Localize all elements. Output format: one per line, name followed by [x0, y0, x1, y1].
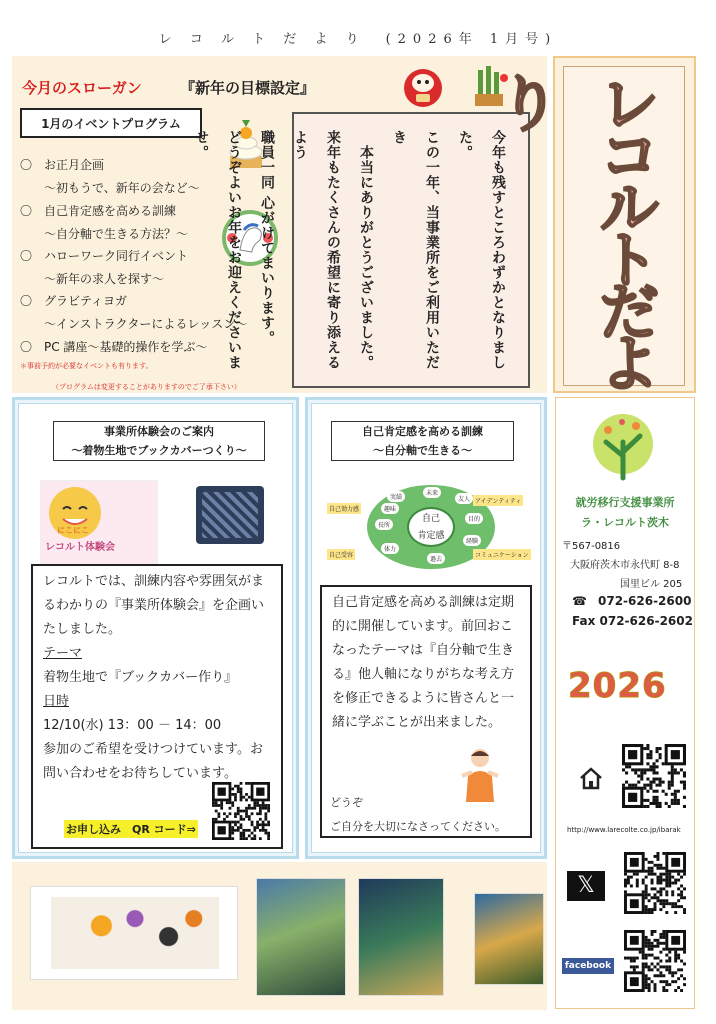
greeting-line: 本当にありがとうございました。 [358, 130, 374, 370]
date-label: 日時 [43, 694, 70, 709]
experience-title [53, 421, 265, 461]
collage-photo-2 [358, 878, 444, 996]
facebook-qr-code[interactable] [624, 930, 686, 992]
event-program-heading: 1月のイベントプログラム [20, 108, 202, 138]
newsletter-header: レ コ ル ト だ よ り (2026年 1月号) [158, 32, 558, 47]
self-esteem-closing2: ご自分を大切になさってください。 [330, 820, 506, 833]
greeting-line: どうぞよいお年をお迎えくださいませ。 [193, 130, 242, 370]
diagram-left-label: 自己効力感 [327, 503, 361, 514]
diagram-center: 自己 肯定感 [407, 507, 455, 547]
fax-number: Fax 072-626-2602 [572, 614, 693, 628]
event-item: 〇 ハローワーク同行イベント [20, 249, 189, 263]
greeting-line: 来年もたくさんの希望に寄り添えるよう [292, 130, 341, 370]
diagram-ring-item: 目的 [465, 513, 483, 524]
event-item: 〇 PC 講座～基礎的操作を学ぶ～ [20, 340, 208, 354]
collage-photo-3 [474, 893, 544, 985]
collage-photo-1 [256, 878, 346, 996]
facebook-logo-icon[interactable]: facebook [562, 958, 614, 974]
diagram-ring-item: 未来 [423, 487, 441, 498]
event-item: 〇 お正月企画 [20, 158, 105, 172]
greeting-message [184, 130, 514, 380]
apply-qr-label: お申し込み QR コード⇒ [64, 820, 198, 838]
relaxing-woman-illustration [458, 746, 502, 810]
event-item: ～自分軸で生きる方法？～ [20, 227, 189, 241]
diagram-ring-item: 体力 [381, 543, 399, 554]
apply-qr-code[interactable] [212, 782, 270, 840]
diagram-right-label: コミュニケーション [473, 549, 531, 560]
company-name: ラ・レコルト茨木 [581, 516, 669, 529]
diagram-ring-item: 長所 [375, 519, 393, 530]
halloween-craft-photo [30, 886, 238, 980]
address-line1: 大阪府茨木市永代町 8-8 [570, 560, 680, 571]
x-logo-icon[interactable]: 𝕏 [567, 871, 605, 901]
event-item: ～初もうで、新年の会など～ [20, 181, 200, 195]
diagram-ring-item: 過去 [427, 553, 445, 564]
diagram-ring-item: 実績 [387, 491, 405, 502]
website-url[interactable]: http://www.larecolte.co.jp/ibarak [567, 826, 681, 834]
diagram-ring-item: 経験 [463, 535, 481, 546]
reservation-note: ＊事前予約が必要なイベントも有ります。 [20, 362, 153, 370]
experience-flyer-image [40, 480, 158, 566]
address-line2: 国里ビル 205 [620, 579, 683, 590]
event-item: ～新年の求人を探す～ [20, 272, 165, 286]
program-change-note: （プログラムは変更することがありますのでご了承下さい） [52, 383, 241, 391]
daruma-icon [402, 66, 444, 108]
x-qr-code[interactable] [624, 852, 686, 914]
date-value: 12/10(水) 13：00 － 14：00 [43, 718, 222, 733]
diagram-ring-item: 友人 [455, 493, 473, 504]
logo-frame [488, 66, 685, 386]
self-esteem-closing1: どうぞ [330, 796, 363, 809]
greeting-line: この一年、当事業所をご利用いただき [391, 130, 440, 370]
home-icon[interactable] [578, 765, 604, 791]
slogan-title: 『新年の目標設定』 [180, 79, 316, 97]
diagram-left-label: 自己受容 [327, 549, 355, 560]
greeting-line: 今年も残すところわずかとなりました。 [457, 130, 506, 370]
event-item: 〇 自己肯定感を高める訓練 [20, 204, 177, 218]
flyer-badge: にこにこ [57, 526, 89, 535]
event-item: 〇 グラビティヨガ [20, 294, 128, 308]
self-esteem-title-line2: ～自分軸で生きる～ [373, 444, 472, 457]
theme-label: テーマ [43, 646, 83, 661]
phone-number: 072-626-2600 [598, 594, 692, 608]
self-esteem-text: 自己肯定感を高める訓練は定期的に開催しています。前回おこなったテーマは『自分軸で生きる』他人軸になりがちな考え方を修正できるように皆さんと一緒に学ぶことが出来ました。 [332, 595, 515, 730]
phone-icon: ☎ [572, 594, 587, 608]
diagram-ring-item: 趣味 [381, 503, 399, 514]
flyer-title: レコルト体験会 [45, 542, 115, 553]
year-graphic: 2026 [568, 666, 667, 706]
greeting-line: 職員一同 心がけてまいります。 [259, 130, 275, 346]
experience-closing: 参加のご希望を受けつけています。お問い合わせをお待ちしています。 [43, 742, 263, 781]
slogan-label: 今月のスローガン [22, 79, 142, 97]
self-esteem-title-line1: 自己肯定感を高める訓練 [362, 425, 483, 438]
event-item: ～インストラクターによるレッスン～ [20, 317, 248, 331]
self-esteem-diagram [327, 483, 535, 571]
postal-code: 〒567-0816 [562, 541, 621, 552]
newsletter-logo-text: レコルトだより [488, 71, 661, 383]
experience-title-line1: 事業所体験会のご案内 [104, 425, 214, 438]
diagram-right-label: アイデンティティ [473, 495, 523, 506]
theme-value: 着物生地で『ブックカバー作り』 [43, 670, 238, 685]
experience-title-line2: ～着物生地でブックカバーつくり～ [71, 444, 247, 457]
experience-intro: レコルトでは、訓練内容や雰囲気がまるわかりの『事業所体験会』を企画いたしました。 [43, 574, 265, 637]
tree-logo-icon [588, 412, 658, 482]
company-type: 就労移行支援事業所 [575, 496, 675, 509]
greeting-message-box [193, 112, 530, 388]
website-qr-code[interactable] [622, 744, 686, 808]
self-esteem-title [331, 421, 514, 461]
book-cover-image [196, 486, 264, 544]
